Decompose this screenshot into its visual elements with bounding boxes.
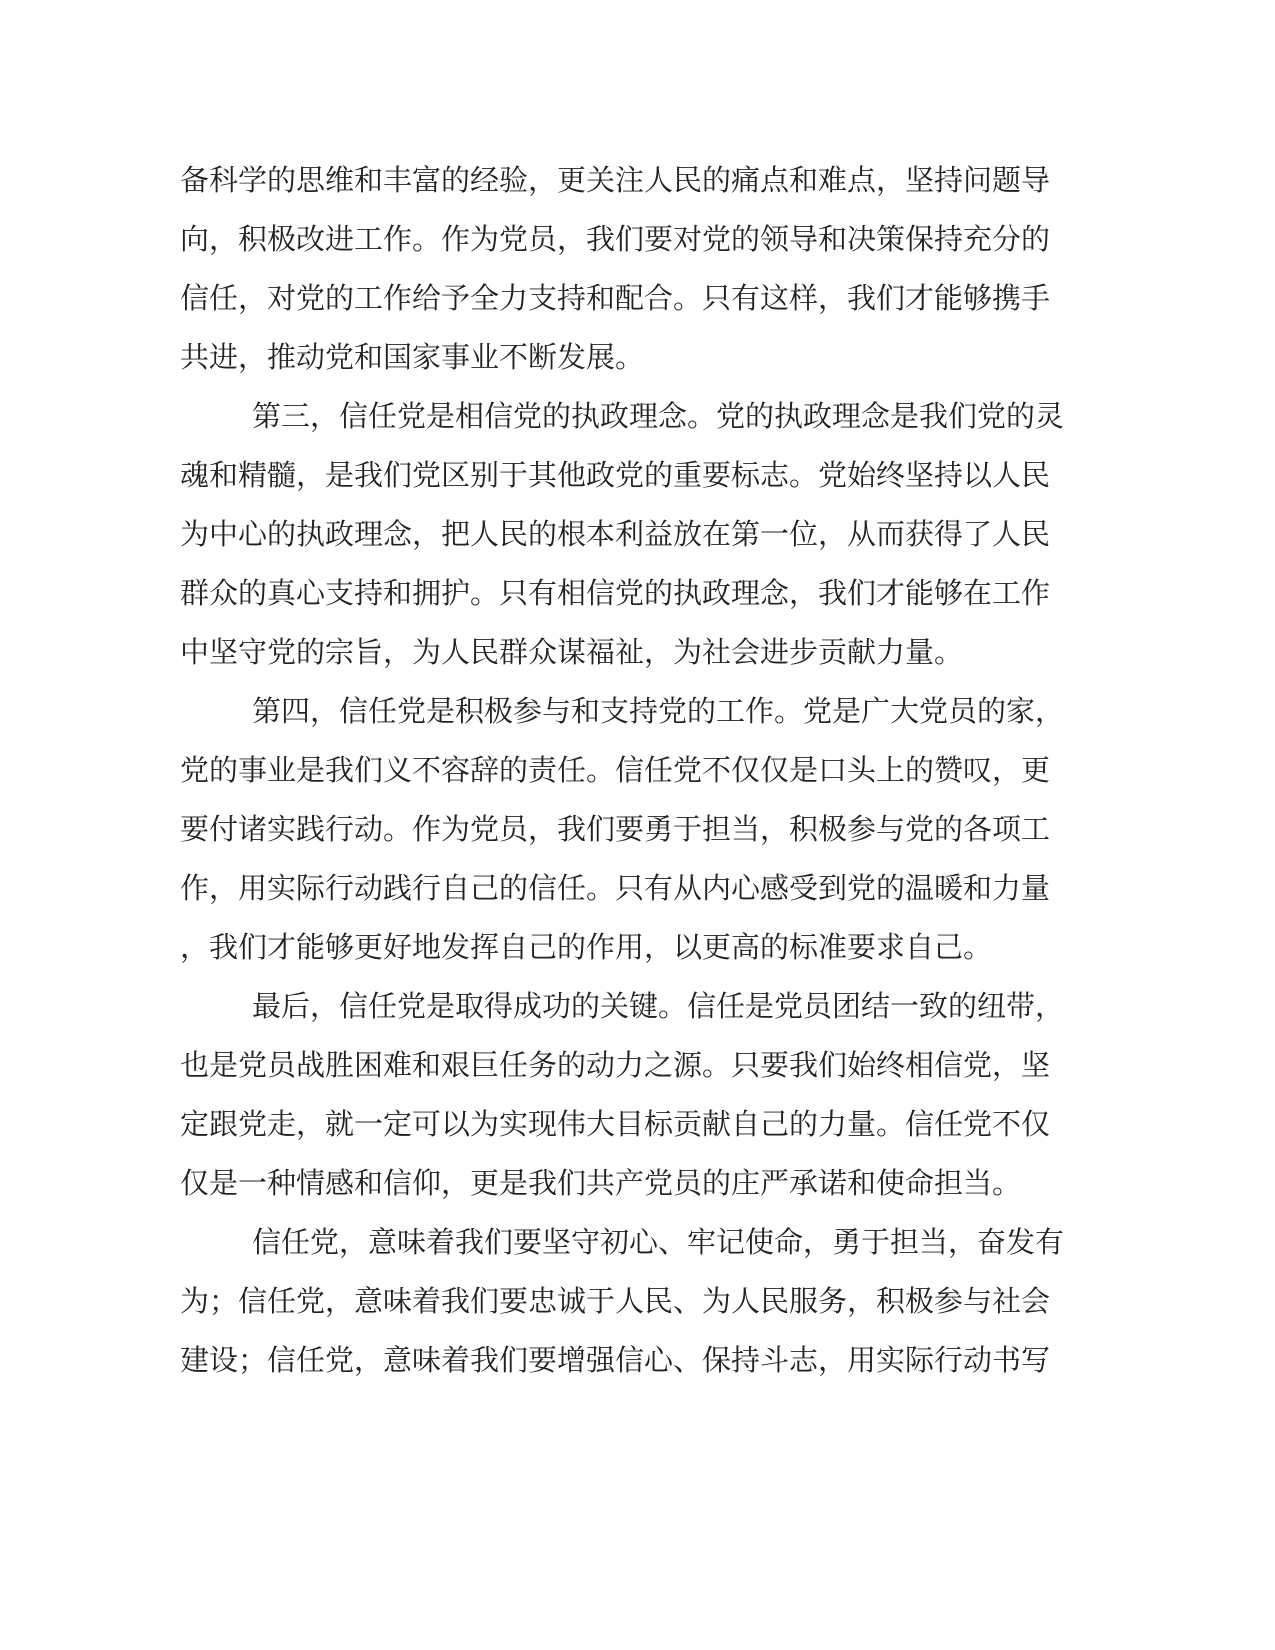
text-line-9: 中坚守党的宗旨，为人民群众谋福祉，为社会进步贡献力量。 [180,635,964,669]
text-line-7: 为中心的执政理念，把人民的根本利益放在第一位，从而获得了人民 [180,517,1051,551]
text-line-11: 党的事业是我们义不容辞的责任。信任党不仅仅是口头上的赞叹，更 [180,753,1051,787]
text-line-3: 信任，对党的工作给予全力支持和配合。只有这样，我们才能够携手 [180,281,1051,315]
text-line-8: 群众的真心支持和拥护。只有相信党的执政理念，我们才能够在工作 [180,576,1051,610]
text-line-15: 最后，信任党是取得成功的关键。信任是党员团结一致的纽带， [252,989,1065,1023]
text-line-12: 要付诸实践行动。作为党员，我们要勇于担当，积极参与党的各项工 [180,812,1051,846]
text-line-4: 共进，推动党和国家事业不断发展。 [180,340,645,374]
text-line-10: 第四，信任党是积极参与和支持党的工作。党是广大党员的家， [252,694,1065,728]
text-line-21: 建设；信任党，意味着我们要增强信心、保持斗志，用实际行动书写 [180,1343,1051,1377]
text-line-14: ，我们才能够更好地发挥自己的作用，以更高的标准要求自己。 [180,930,993,964]
text-line-6: 魂和精髓，是我们党区别于其他政党的重要标志。党始终坚持以人民 [180,458,1051,492]
text-line-1: 备科学的思维和丰富的经验，更关注人民的痛点和难点，坚持问题导 [180,163,1051,197]
text-line-20: 为；信任党，意味着我们要忠诚于人民、为人民服务，积极参与社会 [180,1284,1051,1318]
text-line-2: 向，积极改进工作。作为党员，我们要对党的领导和决策保持充分的 [180,222,1051,256]
text-line-16: 也是党员战胜困难和艰巨任务的动力之源。只要我们始终相信党，坚 [180,1048,1051,1082]
text-line-13: 作，用实际行动践行自己的信任。只有从内心感受到党的温暖和力量 [180,871,1051,905]
text-line-17: 定跟党走，就一定可以为实现伟大目标贡献自己的力量。信任党不仅 [180,1107,1051,1141]
text-line-18: 仅是一种情感和信仰，更是我们共产党员的庄严承诺和使命担当。 [180,1166,1022,1200]
text-line-5: 第三，信任党是相信党的执政理念。党的执政理念是我们党的灵 [252,399,1065,433]
text-line-19: 信任党，意味着我们要坚守初心、牢记使命，勇于担当，奋发有 [252,1225,1065,1259]
